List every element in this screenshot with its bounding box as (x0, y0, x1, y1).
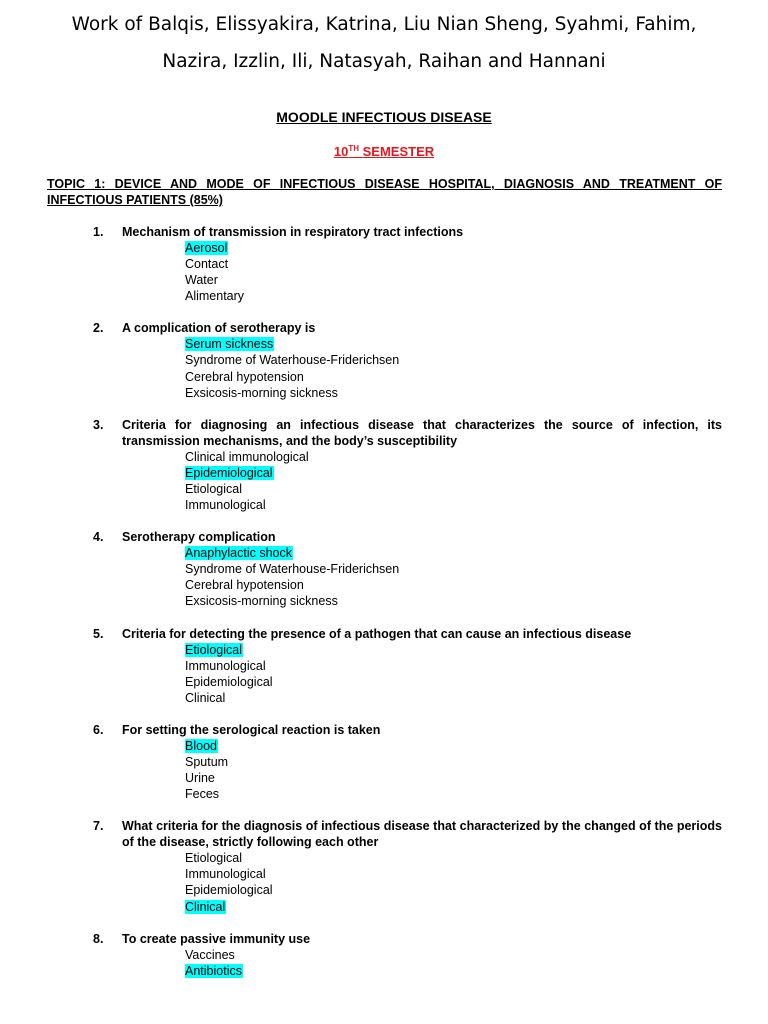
question-text: Mechanism of transmission in respiratory tract infections (122, 225, 464, 239)
header-authors-line-1: Work of Balqis, Elissyakira, Katrina, Liu Nian Sheng, Syahmi, Fahim, (71, 14, 697, 35)
answer-option-correct (185, 738, 768, 754)
answer-option-text: Epidemiological (185, 883, 273, 898)
document-title: MOODLE INFECTIOUS DISEASE (276, 109, 492, 125)
header-authors-line-2: Nazira, Izzlin, Ili, Natasyah, Raihan and Hannani (162, 51, 606, 72)
question-text: A complication of serotherapy is (122, 321, 316, 336)
semester-number: 10 (333, 144, 349, 159)
answer-options (0, 336, 768, 400)
answer-option-text: Feces (185, 787, 220, 802)
question-list (0, 224, 768, 979)
semester-suffix: TH (348, 144, 359, 153)
question-item (0, 320, 768, 400)
question-item (0, 417, 768, 513)
answer-option-text: Contact (185, 257, 229, 272)
answer-option (185, 770, 768, 786)
question-text: Serotherapy complication (122, 530, 276, 545)
answer-option (185, 674, 768, 690)
answer-option (185, 449, 768, 465)
answer-option-text: Etiological (185, 642, 242, 657)
topic-heading: TOPIC 1: DEVICE AND MODE OF INFECTIOUS DISEASE HOSPITAL, DIAGNOSIS AND TREATMENT OF INFECTIOUS PATIENTS (85%) (47, 177, 722, 207)
answer-option-correct (185, 240, 768, 256)
answer-option-text: Sputum (185, 754, 229, 769)
answer-option-text: Urine (185, 771, 215, 786)
answer-option-text: Exsicosis-morning sickness (185, 594, 338, 609)
answer-option-correct (185, 963, 768, 979)
answer-option (185, 593, 768, 609)
answer-option (185, 850, 768, 866)
question-number: 1. (93, 225, 104, 239)
answer-option (185, 786, 768, 802)
answer-options (0, 545, 768, 609)
answer-option-text: Exsicosis-morning sickness (185, 385, 338, 400)
question-item (0, 818, 768, 914)
document-header (20, 0, 748, 80)
answer-option-correct (185, 545, 768, 561)
answer-options (0, 947, 768, 979)
answer-option-text: Aerosol (185, 241, 228, 255)
answer-option-text: Clinical (185, 690, 226, 705)
answer-option-text: Anaphylactic shock (185, 546, 293, 561)
question-number: 4. (93, 530, 104, 545)
answer-options (0, 738, 768, 802)
answer-option-text: Syndrome of Waterhouse-Friderichsen (185, 353, 400, 368)
question-number: 8. (93, 931, 104, 946)
question-text: To create passive immunity use (122, 931, 311, 946)
answer-option-text: Etiological (185, 851, 242, 866)
question-text: Criteria for diagnosing an infectious disease that characterizes the source of infection, its transmission mechanisms, and the body’s susceptibility (122, 417, 722, 448)
answer-option-text: Clinical immunological (185, 449, 309, 464)
answer-option (185, 352, 768, 368)
answer-option-text: Immunological (185, 658, 266, 673)
answer-option (185, 658, 768, 674)
answer-option-text: Epidemiological (185, 674, 273, 689)
answer-option (185, 882, 768, 898)
question-text: Criteria for detecting the presence of a pathogen that can cause an infectious disease (122, 626, 632, 641)
answer-options (0, 642, 768, 706)
semester-label: SEMESTER (362, 144, 435, 159)
answer-option-text: Syndrome of Waterhouse-Friderichsen (185, 562, 400, 577)
answer-option-text: Epidemiological (185, 465, 273, 480)
answer-option-text: Water (185, 273, 218, 288)
question-item (0, 224, 768, 304)
question-text: For setting the serological reaction is taken (122, 722, 381, 737)
answer-option-text: Immunological (185, 498, 266, 513)
answer-option (185, 481, 768, 497)
answer-option (185, 866, 768, 882)
question-item (0, 722, 768, 802)
answer-option (185, 288, 768, 304)
question-number: 7. (93, 819, 104, 834)
answer-option (185, 497, 768, 513)
answer-option (185, 272, 768, 288)
question-number: 5. (93, 626, 104, 641)
answer-option-correct (185, 336, 768, 352)
answer-options (0, 449, 768, 513)
answer-option-text: Immunological (185, 867, 266, 882)
answer-option-correct (185, 899, 768, 915)
answer-option (185, 369, 768, 385)
answer-option-text: Clinical (185, 899, 226, 914)
question-text: What criteria for the diagnosis of infectious disease that characterized by the changed of the periods of the disease, strictly following each other (122, 819, 722, 850)
question-number: 2. (93, 321, 104, 336)
answer-options (0, 240, 768, 304)
answer-option (185, 256, 768, 272)
answer-option-correct (185, 465, 768, 481)
answer-option-text: Vaccines (185, 947, 235, 962)
answer-option-text: Etiological (185, 481, 242, 496)
answer-option (185, 385, 768, 401)
answer-option (185, 947, 768, 963)
answer-option (185, 561, 768, 577)
question-number: 3. (93, 417, 104, 432)
answer-option-text: Alimentary (185, 289, 245, 304)
answer-option-text: Blood (185, 738, 217, 753)
answer-option-correct (185, 642, 768, 658)
question-item (0, 529, 768, 609)
answer-option-text: Antibiotics (185, 963, 242, 978)
question-item (0, 931, 768, 979)
answer-option-text: Serum sickness (185, 337, 274, 352)
answer-option (185, 754, 768, 770)
answer-option (185, 577, 768, 593)
answer-option-text: Cerebral hypotension (185, 369, 304, 384)
answer-options (0, 850, 768, 914)
answer-option-text: Cerebral hypotension (185, 578, 304, 593)
answer-option (185, 690, 768, 706)
semester-heading (0, 144, 768, 160)
question-item (0, 626, 768, 706)
question-number: 6. (93, 722, 104, 737)
